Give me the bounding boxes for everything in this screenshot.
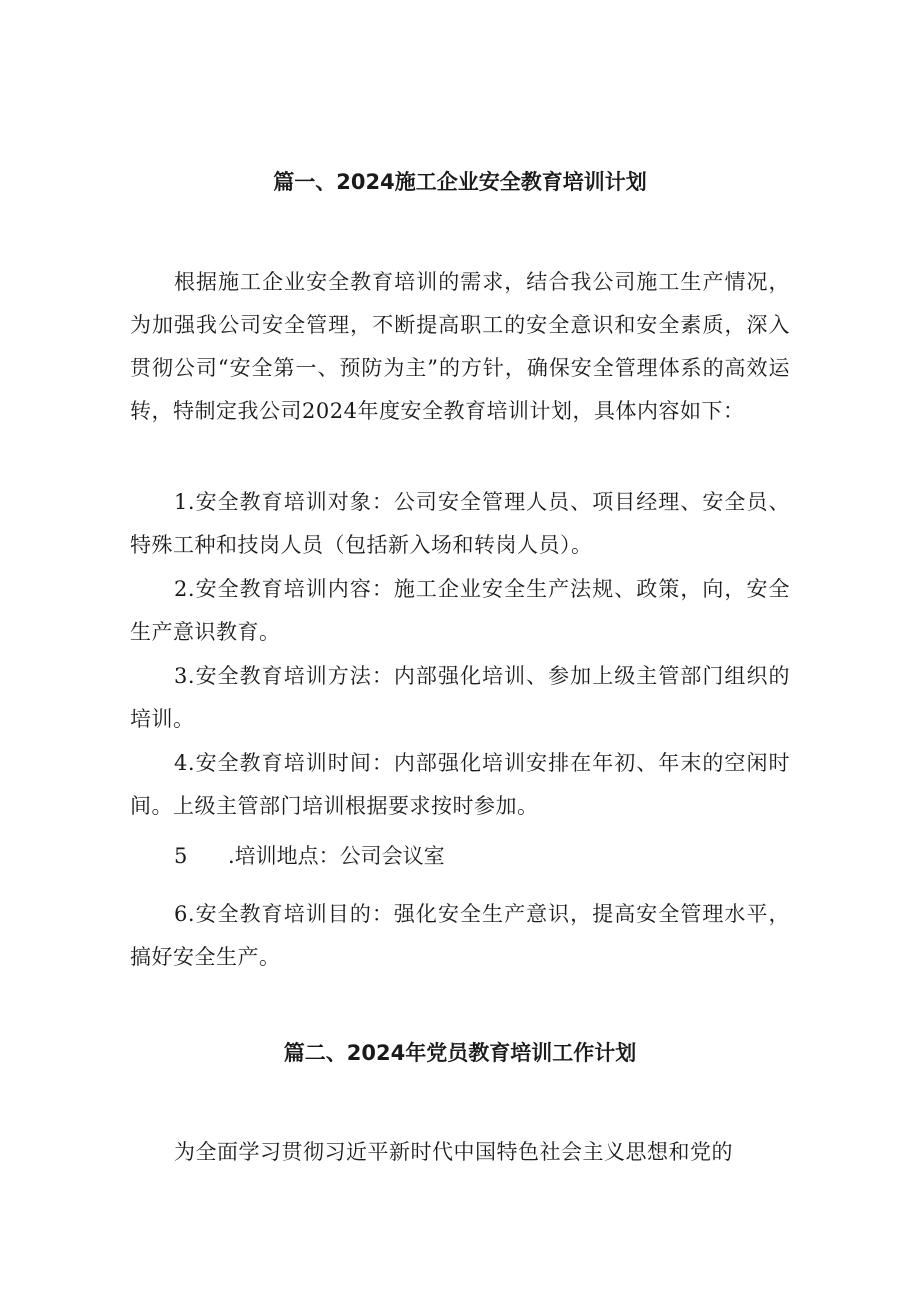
list-item-5 [174, 835, 445, 878]
list-item-4: 4.安全教育培训时间：内部强化培训安排在年初、年末的空闲时间。上级主管部门培训根据要求按时参加。 [130, 751, 790, 818]
list-item-6: 6.安全教育培训目的：强化安全生产意识，提高安全管理水平，搞好安全生产。 [130, 902, 790, 969]
list-item-2: 2.安全教育培训内容：施工企业安全生产法规、政策，向，安全生产意识教育。 [130, 577, 790, 644]
list-item-1: 1.安全教育培训对象：公司安全管理人员、项目经理、安全员、特殊工种和技岗人员（包括新入场和转岗人员）。 [130, 490, 790, 557]
section-2-intro-paragraph: 为全面学习贯彻习近平新时代中国特色社会主义思想和党的 [174, 1140, 733, 1164]
list-item-5-number: 5 [174, 844, 188, 868]
list-item-3: 3.安全教育培训方法：内部强化培训、参加上级主管部门组织的培训。 [130, 664, 790, 731]
section-1-intro-paragraph: 根据施工企业安全教育培训的需求，结合我公司施工生产情况，为加强我公司安全管理，不断提高职工的安全意识和安全素质，深入贯彻公司“安全第一、预防为主”的方针，确保安全管理体系的高效运转，特制定我公司2024年度安全教育培训计划，具体内容如下： [130, 270, 790, 423]
list-item-5-text: .培训地点：公司会议室 [228, 844, 445, 868]
section-1-title: 篇一、2024施工企业安全教育培训计划 [273, 170, 647, 194]
section-2-title: 篇二、2024年党员教育培训工作计划 [283, 1041, 637, 1065]
